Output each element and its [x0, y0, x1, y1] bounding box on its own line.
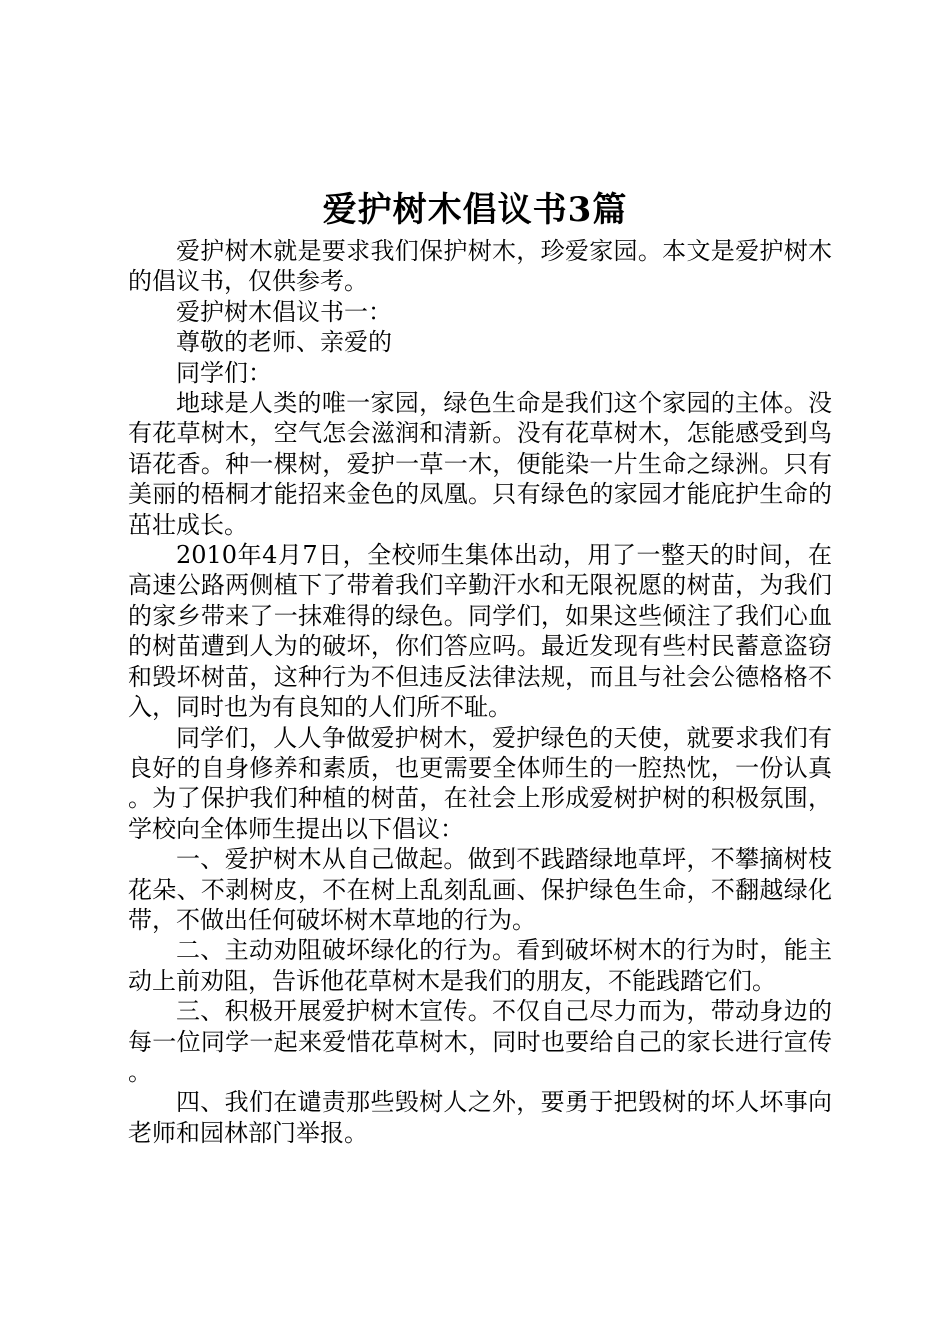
paragraph-planting: 2010年4月7日，全校师生集体出动，用了一整天的时间，在高速公路两侧植下了带着我们辛勤汗水和无限祝愿的树苗，为我们的家乡带来了一抹难得的绿色。同学们，如果这些倾注了我们心血的树苗遭到人为的破坏，你们答应吗。最近发现有些村民蓄意盗窃和毁坏树苗，这种行为不但违反法律法规，而且与社会公德格格不入，同时也为有良知的人们所不耻。 [128, 541, 832, 722]
paragraph-proposal-3: 三、积极开展爱护树木宣传。不仅自己尽力而为，带动身边的每一位同学一起来爱惜花草树木，同时也要给自己的家长进行宣传。 [128, 997, 832, 1086]
document-title: 爱护树木倡议书3篇 [322, 190, 628, 230]
paragraph-salutation-continued: 同学们： [176, 358, 272, 387]
paragraph-proposal-4: 四、我们在谴责那些毁树人之外，要勇于把毁树的坏人坏事向老师和园林部门举报。 [128, 1088, 832, 1147]
paragraph-section-heading: 爱护树木倡议书一： [176, 297, 392, 326]
paragraph-appeal: 同学们，人人争做爱护树木，爱护绿色的天使，就要求我们有良好的自身修养和素质，也更需要全体师生的一腔热忱，一份认真。为了保护我们种植的树苗，在社会上形成爱树护树的积极氛围，学校向全体师生提出以下倡议： [128, 723, 832, 843]
paragraph-proposal-1: 一、爱护树木从自己做起。做到不践踏绿地草坪，不攀摘树枝花朵、不剥树皮，不在树上乱刻乱画、保护绿色生命，不翻越绿化带，不做出任何破坏树木草地的行为。 [128, 845, 832, 934]
paragraph-earth: 地球是人类的唯一家园，绿色生命是我们这个家园的主体。没有花草树木，空气怎会滋润和清新。没有花草树木，怎能感受到鸟语花香。种一棵树，爱护一草一木，便能染一片生命之绿洲。只有美丽的梧桐才能招来金色的凤凰。只有绿色的家园才能庇护生命的茁壮成长。 [128, 389, 832, 539]
paragraph-intro: 爱护树木就是要求我们保护树木，珍爱家园。本文是爱护树木的倡议书，仅供参考。 [128, 237, 832, 296]
paragraph-proposal-2: 二、主动劝阻破坏绿化的行为。看到破坏树木的行为时，能主动上前劝阻，告诉他花草树木是我们的朋友，不能践踏它们。 [128, 936, 832, 995]
document-body [128, 236, 832, 1148]
paragraph-salutation: 尊敬的老师、亲爱的 [176, 328, 392, 357]
